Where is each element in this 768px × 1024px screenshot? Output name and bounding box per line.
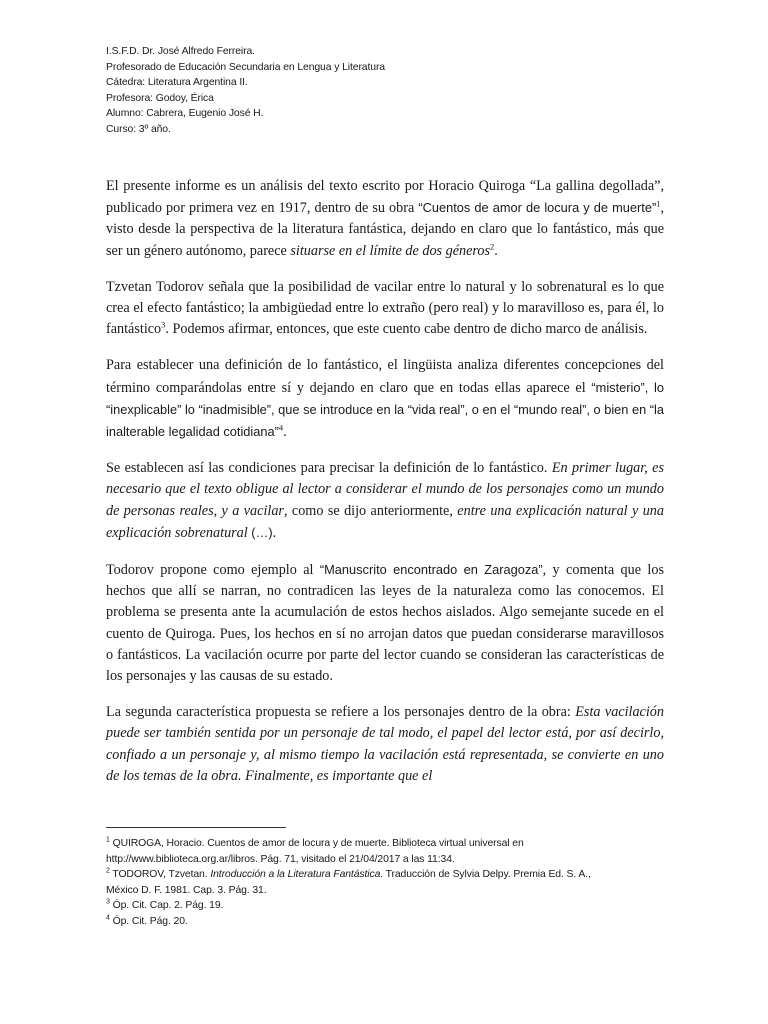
footnote-2: $^2$ TODOROV, Tzvetan. Introducción a la Literatura Fantástica. Traducción de Sylvia Delpy. Premia Ed. S. A.,	[106, 867, 591, 881]
paragraph-6: La segunda característica propuesta se refiere a los personajes dentro de la obra: Esta vacilación puede ser también sentida por un personaje de tal modo, el papel del lector está, por así decirlo, confiado a un personaje y, al mismo tiempo la vacilación está representada, se convierte en uno de los temas de la obra. Finalmente, es importante que el	[106, 704, 664, 784]
footnotes	[106, 836, 666, 930]
quote-italic: Esta vacilación puede ser también sentida por un personaje de tal modo, el papel del lector está, por así decirlo, confiado a un personaje y, al mismo tiempo la vacilación está representada, se convierte en uno de los temas de la obra. Finalmente, es importante que el	[106, 704, 664, 784]
header-student: Alumno: Cabrera, Eugenio José H.	[106, 108, 264, 120]
paragraph-5: Todorov propone como ejemplo al “Manuscrito encontrado en Zaragoza”, y comenta que los hechos que allí se narran, no contradicen las leyes de la naturaleza como las conocemos. El problema se presenta ante la acumulación de estos hechos aislados. Algo semejante sucede en el cuento de Quiroga. Pues, los hechos en sí no arrojan datos que puedan considerarse maravillosos o fantásticos. La vacilación ocurre por parte del lector cuando se consideran las características de los personajes y las causas de su estado.	[106, 562, 664, 685]
work-title: “Cuentos de amor de locura y de muerte”	[418, 200, 657, 216]
quoted-terms: “misterio”, lo “inexplicable” lo “inadmisible”, que se introduce en la “vida real”, o en el “mundo real”, o bien en “la inalterable legalidad cotidiana”	[106, 379, 664, 440]
header-program: Profesorado de Educación Secundaria en Lengua y Literatura	[106, 61, 385, 73]
footnote-1-cont	[106, 852, 666, 868]
footnote-4: $^4$ Óp. Cit. Pág. 20.	[106, 914, 188, 927]
document-body	[106, 176, 664, 802]
quote-italic: situarse en el límite de dos géneros	[290, 242, 491, 259]
paragraph-3: Para establecer una definición de lo fantástico, el lingüista analiza diferentes concepciones del término comparándolas entre sí y dejando en claro que en todas ellas aparece el “misterio”, lo “inexplicable” lo “inadmisible”, que se introduce en la “vida real”, o en el “mundo real”, o bien en “la inalterable legalidad cotidiana”$^4$.	[106, 357, 664, 441]
header-institution: I.S.F.D. Dr. José Alfredo Ferreira.	[106, 46, 255, 57]
footnote-ref-4: 4	[278, 422, 284, 433]
work-title: “Manuscrito encontrado en Zaragoza”	[319, 562, 543, 578]
ellipsis: (…)	[251, 524, 273, 540]
footnote-ref-2: 2	[490, 240, 495, 251]
footnote-ref-1: 1	[656, 198, 661, 209]
paragraph-4: Se establecen así las condiciones para precisar la definición de lo fantástico. En primer lugar, es necesario que el texto obligue al lector a considerar el mundo de los personajes como un mundo de personas reales, y a vacilar, como se dijo anteriormente, entre una explicación natural y una explicación sobrenatural (…).	[106, 460, 664, 541]
footnote-3: $^3$ Óp. Cit. Cap. 2. Pág. 19.	[106, 898, 224, 912]
header-course-subject: Cátedra: Literatura Argentina II.	[106, 77, 248, 89]
footnote-2-cont: México D. F. 1981. Cap. 3. Pág. 31.	[106, 884, 267, 896]
paragraph-2: Tzvetan Todorov señala que la posibilidad de vacilar entre lo natural y lo sobrenatural es lo que crea el efecto fantástico; la ambigüedad entre lo extraño (pero real) y lo maravilloso es, para él, lo fantástico$^3$. Podemos afirmar, entonces, que este cuento cabe dentro de dicho marco de análisis.	[106, 278, 664, 338]
footnote-link: http://www.biblioteca.org.ar/libros. Pág. 71, visitado el 21/04/2017 a las 11:34.	[106, 853, 455, 865]
footnote-separator	[106, 827, 286, 828]
header-teacher: Profesora: Godoy, Érica	[106, 92, 214, 104]
quote-italic: En primer lugar, es necesario que el texto obligue al lector a considerar el mundo de los personajes como un mundo de personas reales, y a vacilar	[106, 460, 664, 519]
footnote-1: $^1$ QUIROGA, Horacio. Cuentos de amor de locura y de muerte. Biblioteca virtual universal en	[106, 836, 524, 849]
quote-italic: entre una explicación natural y una explicación sobrenatural	[106, 502, 664, 541]
footnote-ref-3: 3	[161, 319, 166, 330]
document-header	[106, 44, 666, 138]
header-year: Curso: 3º año.	[106, 123, 171, 135]
paragraph-1: El presente informe es un análisis del texto escrito por Horacio Quiroga “La gallina degollada”, publicado por primera vez en 1917, dentro de su obra “Cuentos de amor de locura y de muerte”$^1$, visto desde la perspectiva de la literatura fantástica, dejando en claro que lo fantástico, más que ser un género autónomo, parece situarse en el límite de dos géneros$^2$.	[106, 178, 665, 259]
